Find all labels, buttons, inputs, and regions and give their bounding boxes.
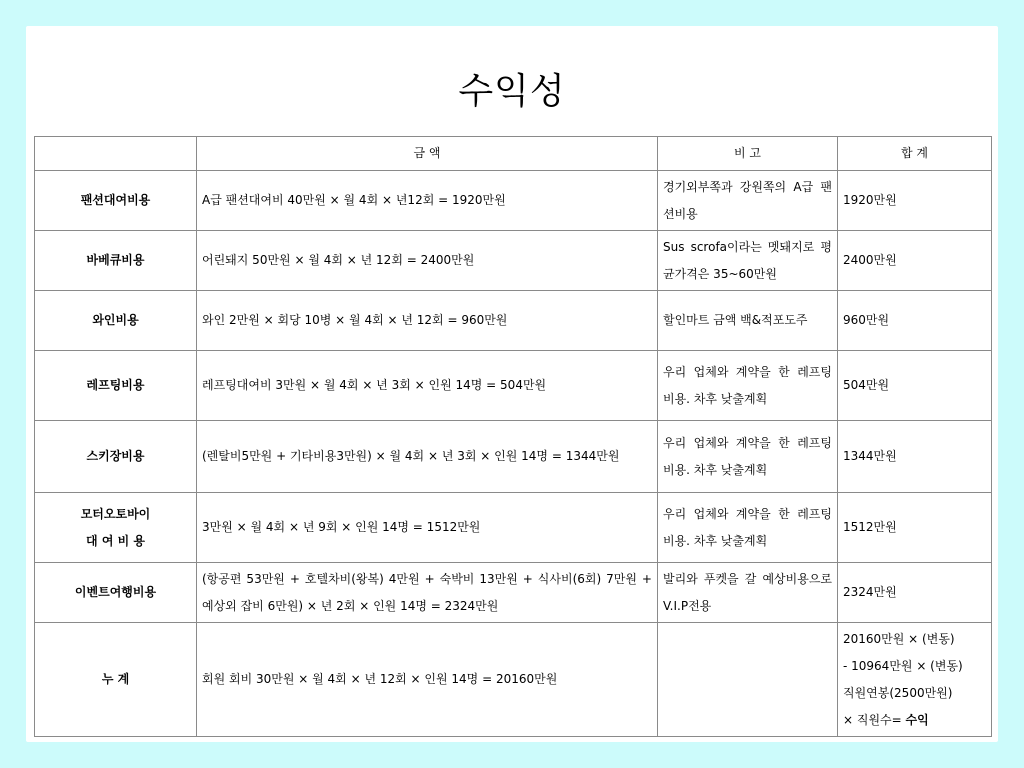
row-label: 레프팅비용 [35,351,197,421]
row-amount: 레프팅대여비 3만원 × 월 4회 × 년 3회 × 인원 14명 = 504만원 [197,351,658,421]
row-note: 할인마트 금액 백&적포도주 [658,291,838,351]
total-last-prefix: × 직원수= [843,712,906,727]
total-line: 20160만원 × (변동) [843,631,955,646]
row-amount: (렌탈비5만원 + 기타비용3만원) × 월 4회 × 년 3회 × 인원 14명 = 1344만원 [197,421,658,493]
table-row [35,291,992,351]
header-empty [35,137,197,171]
header-total: 합 계 [838,137,992,171]
row-label: 팬션대여비용 [35,171,197,231]
row-amount: 회원 회비 30만원 × 월 4회 × 년 12회 × 인원 14명 = 20160만원 [197,623,658,737]
row-total: 2324만원 [838,563,992,623]
page-title: 수익성 [458,71,566,112]
row-total-multiline [838,623,992,737]
row-note: Sus scrofa이라는 멧돼지로 평균가격은 35~60만원 [658,231,838,291]
header-note: 비 고 [658,137,838,171]
table-row [35,493,992,563]
header-amount: 금 액 [197,137,658,171]
row-label: 와인비용 [35,291,197,351]
table-row [35,563,992,623]
profitability-table [34,136,992,737]
row-amount: 3만원 × 월 4회 × 년 9회 × 인원 14명 = 1512만원 [197,493,658,563]
table-row [35,421,992,493]
row-total: 1512만원 [838,493,992,563]
total-line: - 10964만원 × (변동) [843,658,963,673]
row-note: 우리 업체와 계약을 한 레프팅 비용. 차후 낮출계획 [658,493,838,563]
row-label: 스키장비용 [35,421,197,493]
row-note: 우리 업체와 계약을 한 레프팅 비용. 차후 낮출계획 [658,351,838,421]
row-total: 2400만원 [838,231,992,291]
table-row [35,171,992,231]
row-amount: 와인 2만원 × 회당 10병 × 월 4회 × 년 12회 = 960만원 [197,291,658,351]
row-label: 바베큐비용 [35,231,197,291]
row-amount: (항공편 53만원 + 호텔차비(왕복) 4만원 + 숙박비 13만원 + 식사비(6회) 7만원 + 예상외 잡비 6만원) × 년 2회 × 인원 14명 = 2324만원 [197,563,658,623]
total-line: 직원연봉(2500만원) [843,685,953,700]
row-amount: 어린돼지 50만원 × 월 4회 × 년 12회 = 2400만원 [197,231,658,291]
row-note [658,623,838,737]
table-row [35,351,992,421]
row-total: 960만원 [838,291,992,351]
row-total: 1920만원 [838,171,992,231]
total-last-bold: 수익 [905,712,929,727]
total-line-last [843,707,986,734]
table-row [35,231,992,291]
row-label: 누 계 [35,623,197,737]
row-label: 이벤트여행비용 [35,563,197,623]
row-total: 1344만원 [838,421,992,493]
row-amount: A급 팬션대여비 40만원 × 월 4회 × 년12회 = 1920만원 [197,171,658,231]
row-label: 모터오토바이 대 여 비 용 [35,493,197,563]
row-total: 504만원 [838,351,992,421]
table-row-cumulative [35,623,992,737]
row-note: 발리와 푸켓을 갈 예상비용으로 V.I.P전용 [658,563,838,623]
row-note: 경기외부쪽과 강원쪽의 A급 팬션비용 [658,171,838,231]
table-header-row [35,137,992,171]
row-note: 우리 업체와 계약을 한 레프팅 비용. 차후 낮출계획 [658,421,838,493]
